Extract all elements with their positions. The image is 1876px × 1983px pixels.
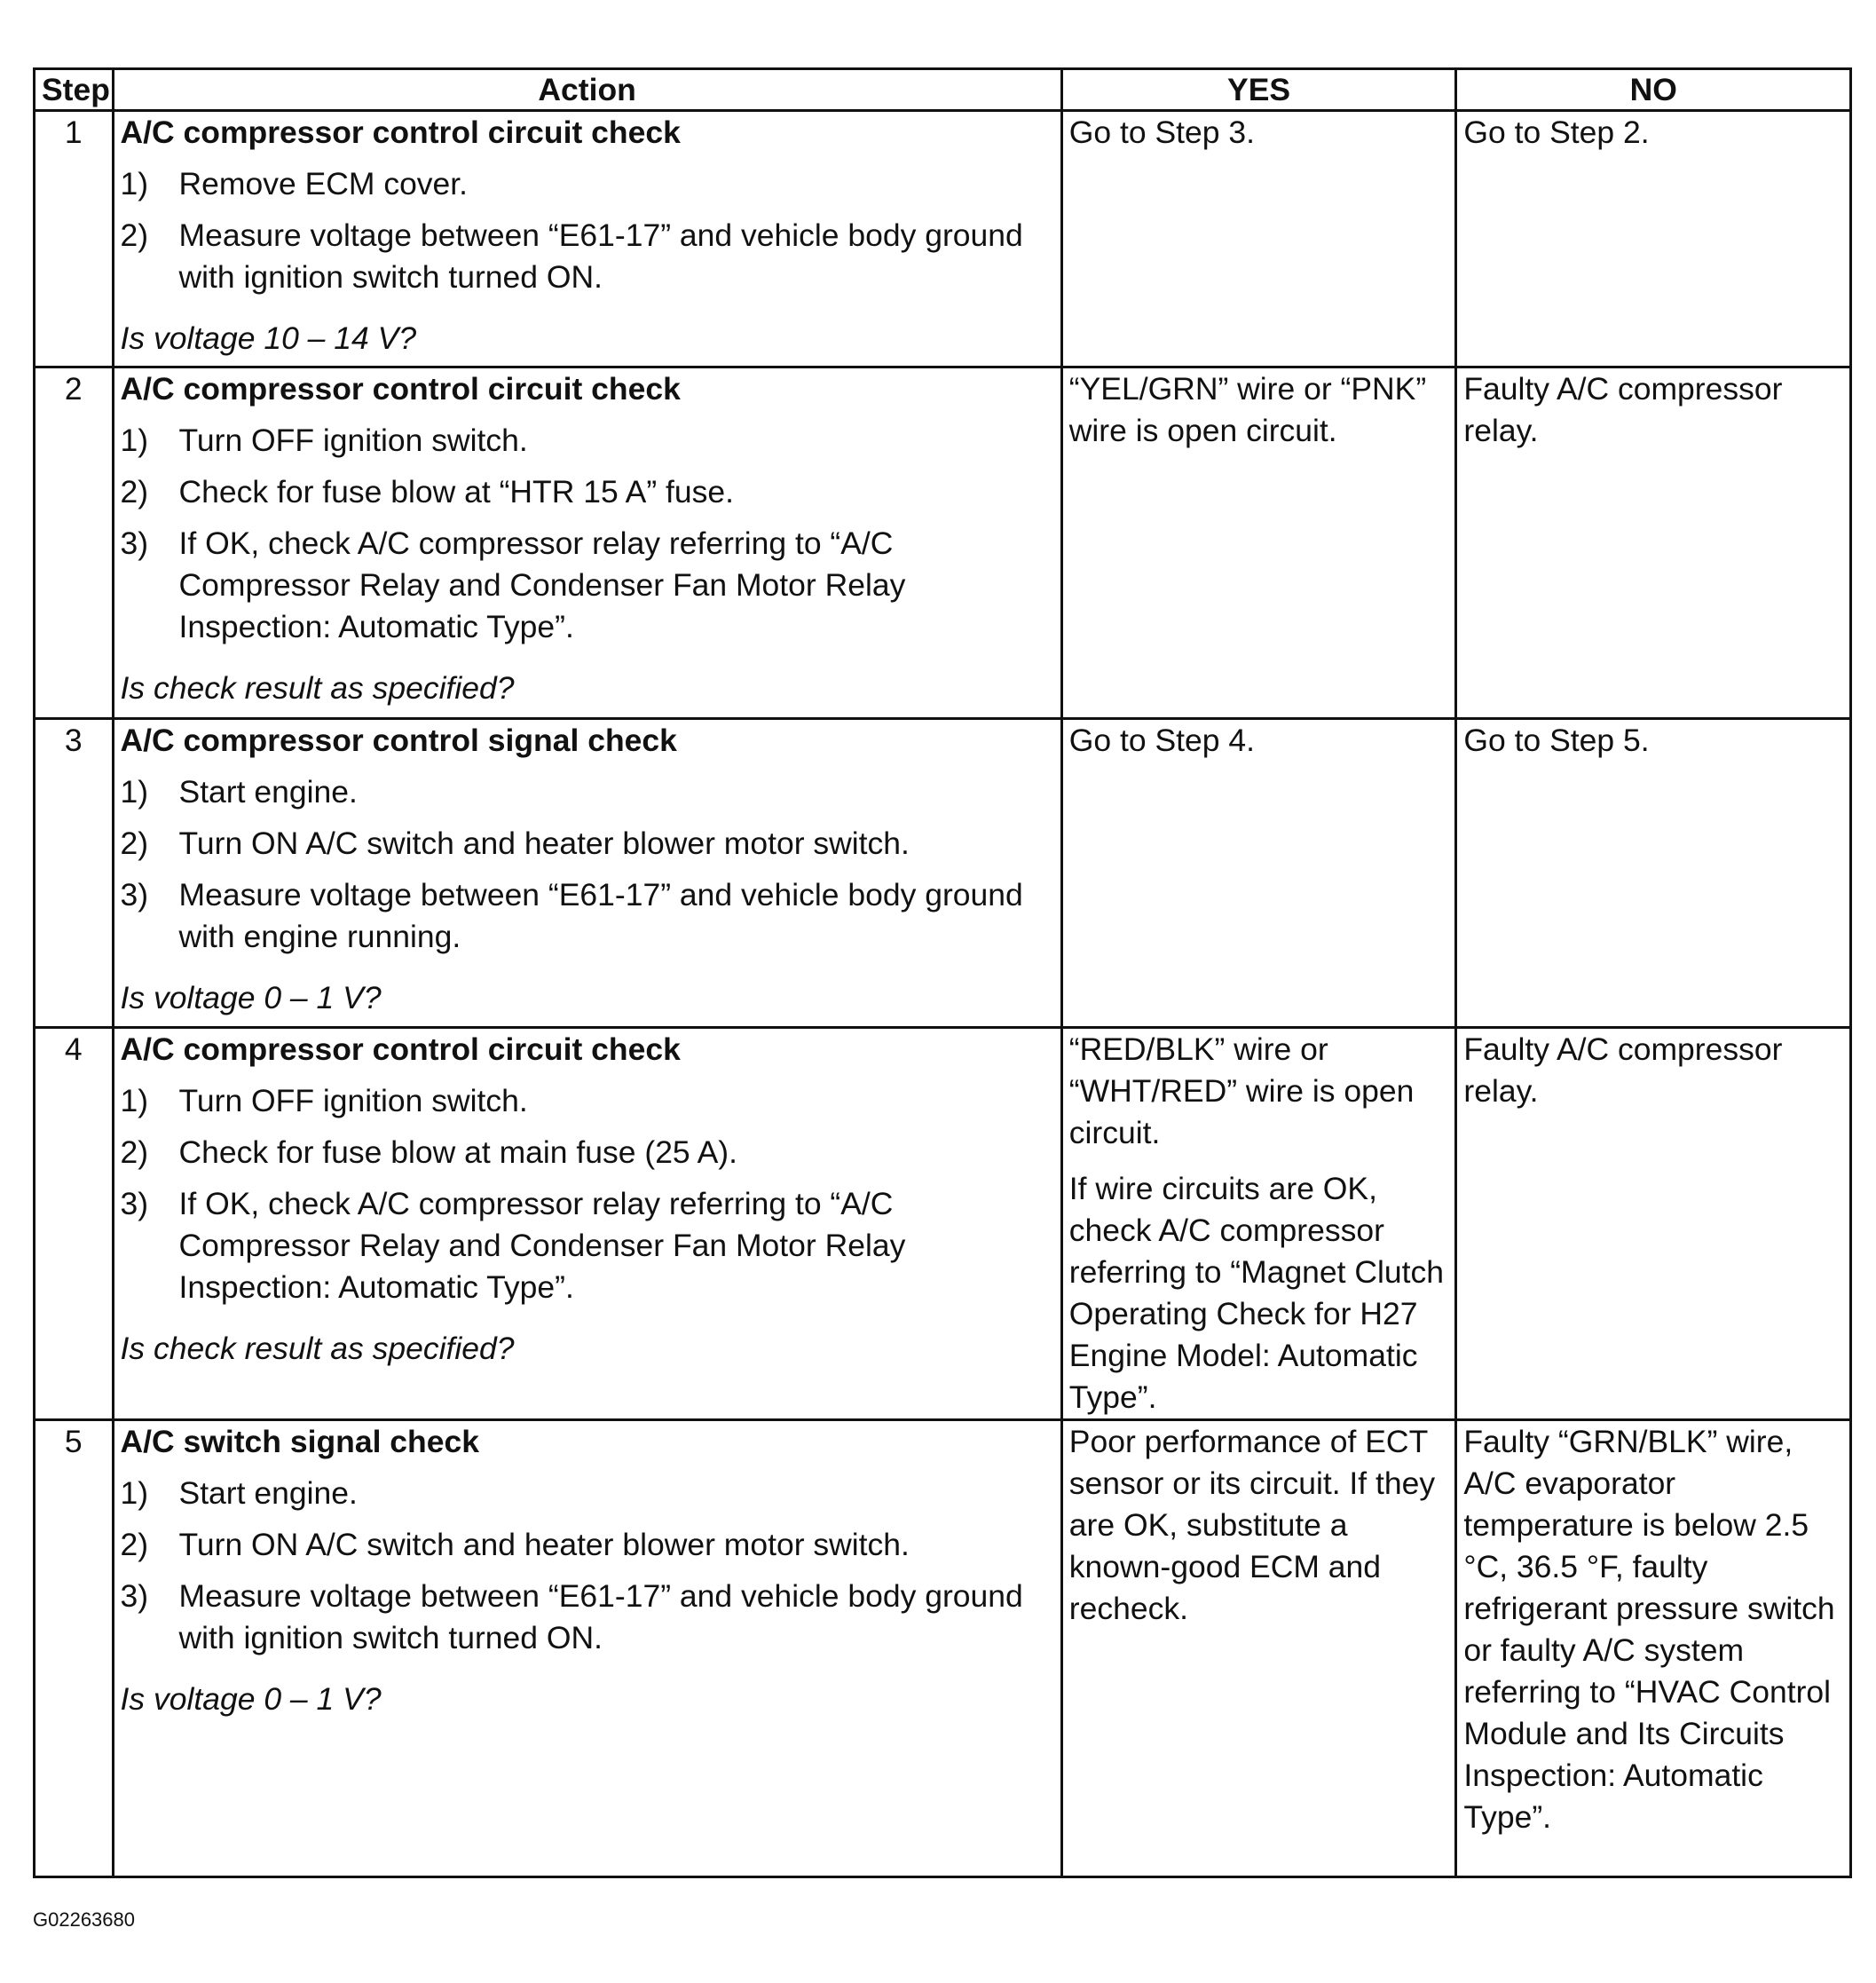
action-step xyxy=(121,823,1054,865)
step-index: 1) xyxy=(120,423,149,458)
action-step-list xyxy=(121,420,1054,648)
step-index: 1) xyxy=(120,774,149,810)
step-index: 3) xyxy=(120,1186,149,1221)
action-cell xyxy=(113,1420,1061,1877)
yes-cell xyxy=(1061,1028,1456,1420)
yes-cell xyxy=(1061,719,1456,1028)
no-cell xyxy=(1456,111,1851,367)
step-index: 2) xyxy=(120,1134,149,1170)
step-index: 2) xyxy=(120,474,149,510)
action-title: A/C compressor control circuit check xyxy=(120,371,681,407)
step-text: Measure voltage between “E61-17” and vehicle body ground with ignition switch turned ON. xyxy=(178,1578,1023,1655)
action-cell xyxy=(113,367,1061,719)
check-question: Is check result as specified? xyxy=(120,1331,515,1366)
table-row xyxy=(35,367,1851,719)
action-cell xyxy=(113,1028,1061,1420)
action-step xyxy=(121,163,1054,205)
step-number: 2 xyxy=(35,367,114,719)
diagnosis-table xyxy=(33,67,1852,1878)
no-cell xyxy=(1456,719,1851,1028)
step-text: Turn ON A/C switch and heater blower motor switch. xyxy=(178,826,910,861)
check-question: Is voltage 0 – 1 V? xyxy=(120,980,382,1015)
yes-result: Poor performance of ECT sensor or its circuit. If they are OK, substitute a known-good ECM and recheck. xyxy=(1068,1424,1436,1626)
check-question: Is check result as specified? xyxy=(120,670,515,706)
step-text: Turn ON A/C switch and heater blower motor switch. xyxy=(178,1527,910,1562)
action-step xyxy=(121,471,1054,513)
step-number: 1 xyxy=(35,111,114,367)
action-step xyxy=(121,215,1054,298)
header-action: Action xyxy=(113,69,1061,111)
header-yes: YES xyxy=(1061,69,1456,111)
yes-cell xyxy=(1061,1420,1456,1877)
action-step-list xyxy=(121,771,1054,958)
check-question: Is voltage 10 – 14 V? xyxy=(120,320,417,356)
step-index: 1) xyxy=(120,166,149,201)
step-index: 2) xyxy=(120,826,149,861)
step-text: Start engine. xyxy=(178,774,358,810)
yes-result: Go to Step 4. xyxy=(1068,723,1255,758)
action-step xyxy=(121,1080,1054,1122)
action-step xyxy=(121,1576,1054,1659)
step-index: 3) xyxy=(120,525,149,561)
no-result: Faulty “GRN/BLK” wire, A/C evaporator temperature is below 2.5 °C, 36.5 °F, faulty refrigerant pressure switch or faulty A/C system referring to “HVAC Control Module and Its Circuits Inspection: Automatic Type”. xyxy=(1463,1424,1835,1835)
step-number: 5 xyxy=(35,1420,114,1877)
yes-cell xyxy=(1061,111,1456,367)
action-step xyxy=(121,523,1054,648)
no-result: Faulty A/C compressor relay. xyxy=(1463,371,1783,448)
step-text: Turn OFF ignition switch. xyxy=(178,1083,528,1118)
no-result: Go to Step 2. xyxy=(1463,115,1650,150)
step-index: 3) xyxy=(120,877,149,912)
action-step xyxy=(121,1132,1054,1173)
action-step xyxy=(121,1473,1054,1514)
no-result: Go to Step 5. xyxy=(1463,723,1650,758)
action-step-list xyxy=(121,163,1054,298)
header-no: NO xyxy=(1456,69,1851,111)
no-cell xyxy=(1456,1420,1851,1877)
action-title: A/C compressor control circuit check xyxy=(120,115,681,150)
step-index: 2) xyxy=(120,1527,149,1562)
action-title: A/C compressor control signal check xyxy=(120,723,677,758)
step-number: 4 xyxy=(35,1028,114,1420)
action-title: A/C switch signal check xyxy=(120,1424,479,1459)
yes-result: “YEL/GRN” wire or “PNK” wire is open circuit. xyxy=(1068,371,1427,448)
step-text: Measure voltage between “E61-17” and vehicle body ground with engine running. xyxy=(178,877,1023,954)
step-text: Turn OFF ignition switch. xyxy=(178,423,528,458)
yes-cell xyxy=(1061,367,1456,719)
step-text: If OK, check A/C compressor relay referring to “A/C Compressor Relay and Condenser Fan Motor Relay Inspection: Automatic Type”. xyxy=(178,1186,906,1305)
yes-result-secondary: If wire circuits are OK, check A/C compressor referring to “Magnet Clutch Operating Check for H27 Engine Model: Automatic Type”. xyxy=(1068,1171,1445,1415)
no-result: Faulty A/C compressor relay. xyxy=(1463,1031,1783,1109)
figure-id: G02263680 xyxy=(33,1908,135,1931)
no-cell xyxy=(1456,367,1851,719)
step-text: If OK, check A/C compressor relay referring to “A/C Compressor Relay and Condenser Fan Motor Relay Inspection: Automatic Type”. xyxy=(178,525,906,644)
table-row xyxy=(35,1420,1851,1877)
step-text: Check for fuse blow at “HTR 15 A” fuse. xyxy=(178,474,734,510)
action-step-list xyxy=(121,1473,1054,1659)
table-header-row xyxy=(35,69,1851,111)
step-index: 1) xyxy=(120,1083,149,1118)
step-index: 2) xyxy=(120,217,149,253)
yes-result: Go to Step 3. xyxy=(1068,115,1255,150)
step-index: 1) xyxy=(120,1475,149,1511)
step-number: 3 xyxy=(35,719,114,1028)
action-step-list xyxy=(121,1080,1054,1308)
action-cell xyxy=(113,111,1061,367)
action-cell xyxy=(113,719,1061,1028)
table-row xyxy=(35,111,1851,367)
step-text: Measure voltage between “E61-17” and vehicle body ground with ignition switch turned ON. xyxy=(178,217,1023,295)
action-step xyxy=(121,1524,1054,1566)
step-index: 3) xyxy=(120,1578,149,1614)
step-text: Start engine. xyxy=(178,1475,358,1511)
table-row xyxy=(35,719,1851,1028)
action-step xyxy=(121,1183,1054,1308)
action-step xyxy=(121,874,1054,958)
yes-result: “RED/BLK” wire or “WHT/RED” wire is open circuit. xyxy=(1068,1031,1415,1150)
action-title: A/C compressor control circuit check xyxy=(120,1031,681,1067)
table-row xyxy=(35,1028,1851,1420)
header-step: Step xyxy=(35,69,114,111)
check-question: Is voltage 0 – 1 V? xyxy=(120,1681,382,1717)
no-cell xyxy=(1456,1028,1851,1420)
action-step xyxy=(121,771,1054,813)
step-text: Check for fuse blow at main fuse (25 A). xyxy=(178,1134,737,1170)
action-step xyxy=(121,420,1054,462)
step-text: Remove ECM cover. xyxy=(178,166,469,201)
